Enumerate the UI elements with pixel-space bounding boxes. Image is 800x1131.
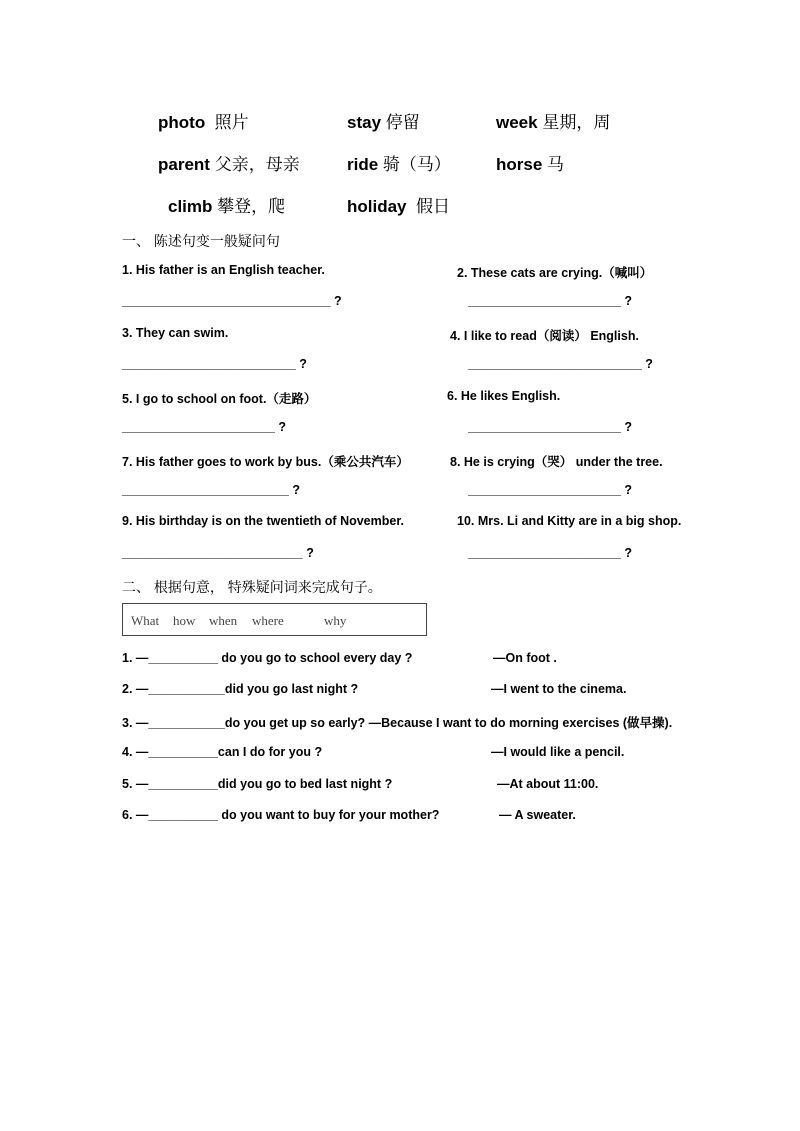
question-text: 2. These cats are crying.（喊叫） [457, 266, 653, 280]
section-title: 一、 陈述句变一般疑问句 [122, 233, 280, 249]
question-text: 6. He likes English. [447, 389, 561, 403]
vocab-item [347, 192, 450, 217]
answer-blank[interactable]: ______________________ ? [468, 483, 633, 497]
question-text: 8. He is crying（哭） under the tree. [450, 455, 663, 469]
vocab-cn: 骑（马） [382, 155, 451, 174]
word-box [122, 603, 427, 636]
section-title: 二、 根据句意， 特殊疑问词来完成句子。 [122, 579, 382, 595]
answer-blank[interactable]: ______________________ ? [468, 294, 633, 308]
answer-blank[interactable]: ______________________ ? [468, 420, 633, 434]
fill-in-question[interactable]: 2. —___________did you go last night ? [122, 682, 359, 696]
vocab-item [347, 150, 451, 175]
vocab-en: parent [158, 155, 210, 174]
vocab-item [158, 108, 249, 133]
question-text: 9. His birthday is on the twentieth of November. [122, 514, 404, 528]
question-text: 10. Mrs. Li and Kitty are in a big shop. [457, 514, 682, 528]
vocab-en: horse [496, 155, 543, 174]
vocab-cn: 父亲，母亲 [214, 155, 300, 174]
word-option: how [173, 613, 196, 628]
vocab-item [158, 150, 300, 175]
answer-blank[interactable]: ______________________ ? [468, 546, 633, 560]
answer-blank[interactable]: _________________________ ? [122, 357, 307, 371]
fill-in-question[interactable]: 3. —___________do you get up so early? —Because I want to do morning exercises (做早操). [122, 716, 673, 730]
word-option: why [324, 613, 347, 628]
fill-in-answer: — A sweater. [499, 808, 576, 822]
vocab-item [496, 150, 564, 175]
vocab-en: week [496, 113, 538, 132]
answer-blank[interactable]: ______________________________ ? [122, 294, 342, 308]
answer-blank[interactable]: _________________________ ? [468, 357, 653, 371]
question-text: 3. They can swim. [122, 326, 229, 340]
vocab-item [496, 108, 610, 133]
answer-blank[interactable]: __________________________ ? [122, 546, 314, 560]
question-text: 5. I go to school on foot.（走路） [122, 392, 317, 406]
vocab-en: climb [168, 197, 213, 216]
vocab-en: ride [347, 155, 379, 174]
fill-in-question[interactable]: 5. —__________did you go to bed last night ? [122, 777, 393, 791]
question-text: 4. I like to read（阅读） English. [450, 329, 639, 343]
vocab-en: photo [158, 113, 206, 132]
vocab-cn: 马 [547, 155, 565, 174]
answer-blank[interactable]: ________________________ ? [122, 483, 300, 497]
fill-in-answer: —At about 11:00. [497, 777, 599, 791]
word-option: What [131, 613, 160, 628]
vocab-item [168, 192, 285, 217]
question-text: 1. His father is an English teacher. [122, 263, 325, 277]
fill-in-question[interactable]: 6. —__________ do you want to buy for your mother? [122, 808, 440, 822]
fill-in-question[interactable]: 1. —__________ do you go to school every day ? [122, 651, 413, 665]
vocab-en: holiday [347, 197, 407, 216]
word-option: where [252, 613, 284, 628]
vocab-cn: 攀登，爬 [217, 197, 286, 216]
fill-in-answer: —I went to the cinema. [491, 682, 627, 696]
fill-in-answer: —On foot . [493, 651, 557, 665]
answer-blank[interactable]: ______________________ ? [122, 420, 287, 434]
vocab-cn: 照片 [214, 113, 249, 132]
vocab-cn: 停留 [385, 113, 420, 132]
question-text: 7. His father goes to work by bus.（乘公共汽车） [122, 455, 409, 469]
word-option: when [209, 613, 238, 628]
fill-in-question[interactable]: 4. —__________can I do for you ? [122, 745, 323, 759]
fill-in-answer: —I would like a pencil. [491, 745, 625, 759]
vocab-item [347, 108, 420, 133]
vocab-cn: 星期，周 [542, 113, 611, 132]
vocab-cn: 假日 [415, 197, 450, 216]
vocab-en: stay [347, 113, 382, 132]
